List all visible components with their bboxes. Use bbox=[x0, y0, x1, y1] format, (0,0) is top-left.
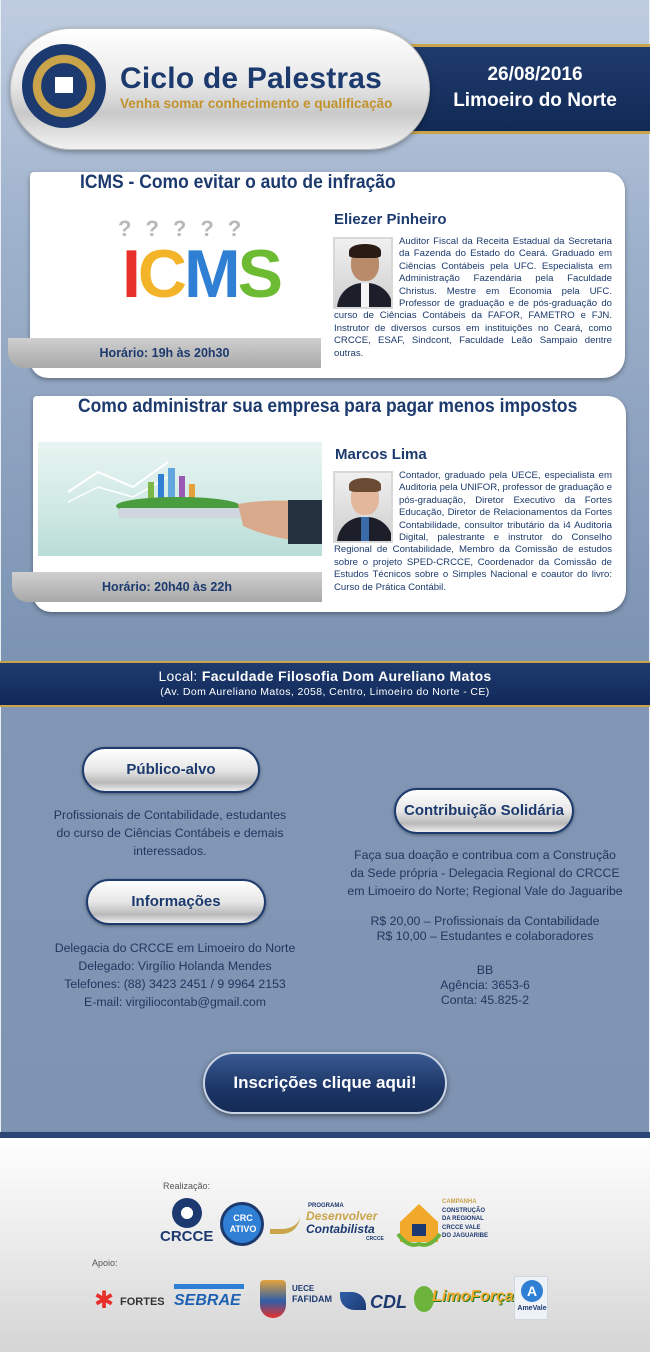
contribuicao-line: da Sede própria - Delegacia Regional do CRCCE bbox=[350, 866, 620, 880]
programa-title-1: Desenvolver bbox=[306, 1209, 378, 1223]
talk-title-2: Como administrar sua empresa para pagar menos impostos bbox=[78, 396, 578, 417]
limoforca-text: LimoForça bbox=[432, 1288, 514, 1305]
talk-title-1: ICMS - Como evitar o auto de infração bbox=[80, 172, 396, 193]
icms-letter-s: S bbox=[237, 236, 281, 312]
inscricoes-button[interactable]: Inscrições clique aqui! bbox=[203, 1052, 447, 1114]
bank-line: BB bbox=[476, 963, 494, 977]
informacoes-line: Telefones: (88) 3423 2451 / 9 9964 2153 bbox=[64, 977, 286, 991]
cdl-wing-icon bbox=[340, 1292, 366, 1310]
campanha-construcao-logo[interactable] bbox=[396, 1196, 496, 1252]
limoforca-logo[interactable] bbox=[414, 1282, 514, 1322]
header-date-block bbox=[420, 62, 650, 114]
venue-name: Faculdade Filosofia Dom Aureliano Matos bbox=[201, 668, 492, 684]
bank-line: Conta: 45.825-2 bbox=[440, 993, 530, 1007]
price-line: R$ 20,00 – Profissionais da Contabilidade bbox=[370, 914, 600, 928]
growth-chart-icon bbox=[38, 442, 322, 556]
informacoes-line: Delegado: Virgílio Holanda Mendes bbox=[78, 959, 272, 973]
informacoes-heading: Informações bbox=[86, 879, 266, 925]
icms-letter-c: C bbox=[137, 236, 185, 312]
icms-letter-i: I bbox=[122, 236, 138, 312]
apoio-label: Apoio: bbox=[92, 1258, 118, 1268]
contribuicao-heading: Contribuição Solidária bbox=[394, 788, 574, 834]
fortes-star-icon: ✱ bbox=[94, 1287, 115, 1314]
informacoes-line: Delegacia do CRCCE em Limoeiro do Norte bbox=[54, 941, 296, 955]
crcce-footer-logo[interactable] bbox=[160, 1198, 216, 1250]
event-city: Limoeiro do Norte bbox=[453, 90, 617, 111]
crc-ativo-logo[interactable] bbox=[220, 1202, 264, 1246]
crcce-text: CRCCE bbox=[160, 1228, 214, 1245]
crcce-circle-icon bbox=[172, 1198, 202, 1228]
contribuicao-line: Faça sua doação e contribua com a Construção bbox=[354, 848, 616, 862]
campanha-text: CAMPANHA CONSTRUÇÃO DA REGIONAL CRCCE VALE DO JAGUARIBE bbox=[442, 1199, 489, 1239]
business-growth-image bbox=[38, 442, 322, 556]
programa-title-2: Contabilista bbox=[306, 1222, 375, 1236]
amevale-logo[interactable] bbox=[514, 1276, 548, 1320]
bank-line: Agência: 3653-6 bbox=[440, 978, 530, 992]
speaker-bio-1 bbox=[334, 236, 612, 360]
event-date: 26/08/2016 bbox=[487, 64, 583, 85]
publico-alvo-heading: Público-alvo bbox=[82, 747, 260, 793]
talk-schedule-2: Horário: 20h40 às 22h bbox=[12, 572, 322, 602]
talk-schedule-1: Horário: 19h às 20h30 bbox=[8, 338, 321, 368]
cdl-logo[interactable] bbox=[340, 1288, 408, 1316]
speaker-bio-2-text: Contador, graduado pela UECE, especialista em Auditoria pela UNIFOR, professor de graduação e pós-graduação, Diretor Executivo da Fortes Educação, Diretor de Relacionamentos da Fortes Contabilidade, consultor tributário da i4 Auditoria Digital, palestrante e instrutor do Conselho Regional de Contabilidade, Membro da Comissão de estudos sobre o projeto SPED-CRCCE, Coordenador da Comissão de Estudos Técnicos sobre o Simples Nacional e coautor do livro: Curso de Prática Contábil. bbox=[334, 470, 612, 593]
programa-swoosh-icon bbox=[270, 1216, 300, 1234]
crc-ativo-text: CRC ATIVO bbox=[229, 1213, 257, 1234]
house-hands-icon bbox=[396, 1198, 442, 1250]
price-line: R$ 10,00 – Estudantes e colaboradores bbox=[376, 929, 594, 943]
venue-bar bbox=[0, 661, 650, 707]
fafidam-text: FAFIDAM bbox=[292, 1294, 332, 1304]
publico-alvo-text: Profissionais de Contabilidade, estudantes do curso de Ciências Contábeis e demais interessados. bbox=[53, 808, 287, 858]
speaker-bio-1-text: Auditor Fiscal da Receita Estadual da Secretaria da Fazenda do Estado do Ceará. Graduado em Ciências Contábeis pela UFC. Especialista em Administração Fazendária pela Faculdade Christus. Mestre em Economia pela UFC. Professor de graduação e de pós-graduação do curso de Ciências Contábeis da FAFOR, FAMETRO e FJN. Instrutor de diversos cursos em instituições no Ceará, como CRCCE, ESAF, Sindcont, Faculdade Leão Sampaio dentre outras. bbox=[334, 236, 612, 359]
uece-text: UECE bbox=[292, 1284, 315, 1293]
crest-icon bbox=[260, 1280, 286, 1318]
icms-letter-m: M bbox=[184, 236, 238, 312]
uece-fafidam-logo[interactable] bbox=[260, 1278, 336, 1326]
sebrae-logo[interactable] bbox=[174, 1284, 244, 1314]
sebrae-text: SEBRAE bbox=[174, 1292, 241, 1309]
realizacao-label: Realização: bbox=[163, 1181, 211, 1191]
programa-small-text: PROGRAMA bbox=[308, 1203, 344, 1209]
programa-tag: CRCCE bbox=[366, 1236, 384, 1242]
question-bubbles-icon: ????? bbox=[118, 216, 256, 241]
speaker-name-1: Eliezer Pinheiro bbox=[334, 211, 447, 228]
informacoes-details bbox=[40, 939, 310, 1011]
page-title: Ciclo de Palestras bbox=[120, 62, 383, 95]
speaker-bio-2 bbox=[334, 470, 612, 594]
fortes-logo[interactable] bbox=[94, 1288, 166, 1316]
venue-label: Local: bbox=[158, 668, 198, 684]
speaker-name-2: Marcos Lima bbox=[335, 446, 427, 463]
contribuicao-text bbox=[330, 846, 640, 1008]
icms-image bbox=[40, 208, 320, 332]
amevale-a-icon: A bbox=[521, 1280, 543, 1302]
logo-square-icon bbox=[52, 74, 76, 96]
page-subtitle: Venha somar conhecimento e qualificação bbox=[120, 96, 393, 111]
contact-email-link[interactable]: E-mail: virgiliocontab@gmail.com bbox=[84, 995, 266, 1009]
contribuicao-line: em Limoeiro do Norte; Regional Vale do Jaguaribe bbox=[347, 884, 623, 898]
limoforca-mascot-icon bbox=[414, 1286, 434, 1312]
amevale-text: AmeVale bbox=[517, 1305, 547, 1312]
fortes-text: FORTES bbox=[120, 1296, 165, 1308]
cdl-text: CDL bbox=[370, 1292, 407, 1312]
venue-address: (Av. Dom Aureliano Matos, 2058, Centro, Limoeiro do Norte - CE) bbox=[160, 686, 490, 698]
programa-desenvolver-logo[interactable] bbox=[270, 1200, 390, 1244]
